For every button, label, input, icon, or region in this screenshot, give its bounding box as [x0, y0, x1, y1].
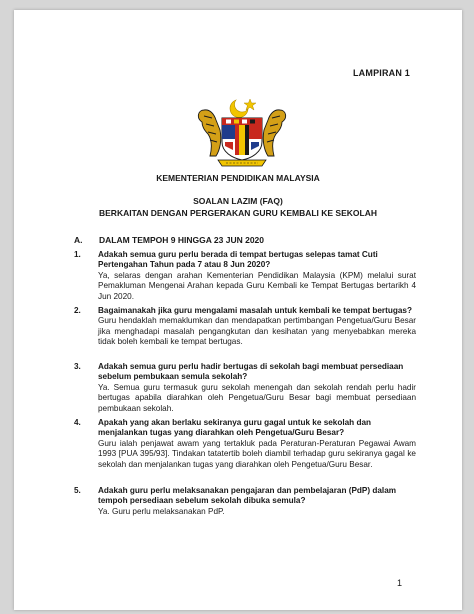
title-line-2: BERKAITAN DENGAN PERGERAKAN GURU KEMBALI KE SEKOLAH [99, 208, 377, 218]
faq-number: 2. [74, 306, 81, 315]
faq-answer: Ya. Guru perlu melaksanakan PdP. [98, 506, 225, 516]
faq-item-3 [74, 362, 416, 414]
faq-item-4 [74, 418, 416, 470]
faq-question: Apakah yang akan berlaku sekiranya guru gagal untuk ke sekolah dan menjalankan tugas yang diarahkan oleh Pengetua/Guru Besar? [98, 418, 372, 438]
faq-item-2 [74, 306, 416, 348]
faq-item-5 [74, 486, 416, 517]
section-heading [74, 235, 264, 245]
faq-question: Adakah guru perlu melaksanakan pengajaran dan pembelajaran (PdP) dalam tempoh persediaan sebelum sekolah dibuka semula? [98, 486, 397, 506]
section-letter: A. [74, 235, 83, 245]
faq-item-1 [74, 250, 416, 302]
faq-number: 3. [74, 362, 81, 371]
faq-number: 1. [74, 250, 81, 259]
faq-number: 4. [74, 418, 81, 427]
faq-answer: Ya, selaras dengan arahan Kementerian Pendidikan Malaysia (KPM) melalui surat Pemakluman Mengenai Arahan kepada Guru Kembali ke Tempat Bertugas bertarikh 4 Jun 2020. [98, 270, 416, 301]
page-number: 1 [396, 578, 402, 588]
attachment-label: LAMPIRAN 1 [352, 68, 410, 78]
faq-answer: Guru hendaklah memaklumkan dan mendapatkan pertimbangan Pengetua/Guru Besar jika menghadapi masalah pengangkutan dan kesihatan yang menyebabkan mereka tidak boleh kembali ke tempat bertugas. [98, 316, 416, 347]
document-page [14, 10, 462, 610]
faq-answer: Guru ialah penjawat awam yang tertakluk pada Peraturan-Peraturan Pegawai Awam 1993 [PUA 395/93]. Tindakan tatatertib boleh diambil terhadap guru sekiranya gagal ke sekolah dan menjalankan tugas yang diarahkan oleh Pengetua/Guru Besar. [98, 438, 416, 469]
faq-question: Adakah semua guru perlu berada di tempat bertugas selepas tamat Cuti Pertengahan Tahun pada 7 atau 8 Jun 2020? [98, 250, 378, 270]
faq-question: Bagaimanakah jika guru mengalami masalah untuk kembali ke tempat bertugas? [98, 306, 412, 315]
ministry-name: KEMENTERIAN PENDIDIKAN MALAYSIA [156, 173, 320, 183]
faq-answer: Ya. Semua guru termasuk guru sekolah menengah dan sekolah rendah perlu hadir bertugas apabila diarahkan oleh Pengetua/Guru Besar bagi membuat persediaan pembukaan sekolah. [98, 382, 416, 413]
faq-number: 5. [74, 486, 81, 495]
title-line-1: SOALAN LAZIM (FAQ) [193, 196, 283, 206]
document-title [14, 195, 462, 219]
malaysia-coat-of-arms-icon [192, 96, 292, 170]
faq-question: Adakah semua guru perlu hadir bertugas di sekolah bagi membuat persediaan sebelum pembukaan semula sekolah? [98, 362, 404, 382]
section-title: DALAM TEMPOH 9 HINGGA 23 JUN 2020 [99, 235, 264, 245]
